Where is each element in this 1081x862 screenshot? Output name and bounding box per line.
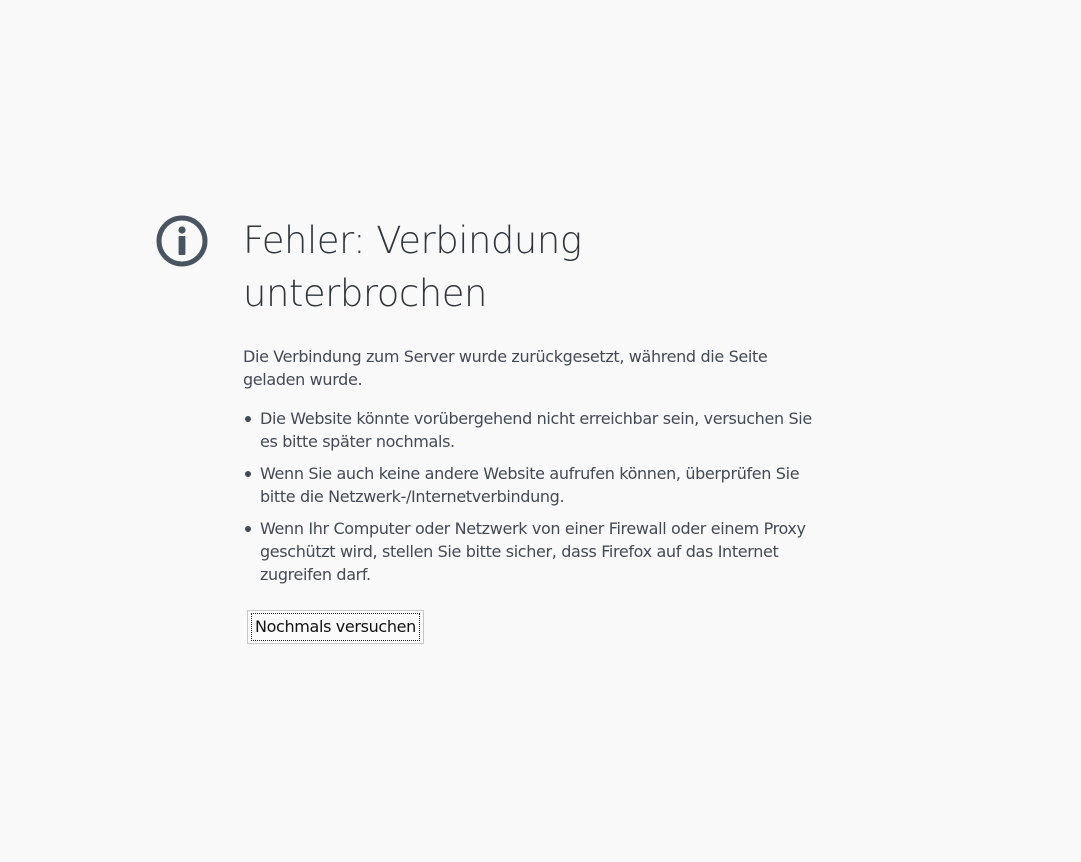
try-again-button[interactable] — [247, 610, 424, 644]
suggestion-list — [243, 407, 833, 586]
list-item: Wenn Sie auch keine andere Website aufrufen können, überprüfen Sie bitte die Netzwerk-/Internetverbindung. — [243, 462, 833, 508]
try-again-label: Nochmals versuchen — [251, 613, 420, 641]
error-description: Die Verbindung zum Server wurde zurückgesetzt, während die Seite geladen wurde. — [243, 347, 768, 389]
list-item: Die Website könnte vorübergehend nicht erreichbar sein, versuchen Sie es bitte später nochmals. — [243, 407, 833, 453]
list-item: Wenn Ihr Computer oder Netzwerk von einer Firewall oder einem Proxy geschützt wird, stellen Sie bitte sicher, dass Firefox auf das Internet zugreifen darf. — [243, 517, 833, 586]
error-content — [243, 214, 843, 595]
page-title: Fehler: Verbindung unterbrochen — [243, 219, 582, 315]
info-icon — [155, 214, 209, 268]
